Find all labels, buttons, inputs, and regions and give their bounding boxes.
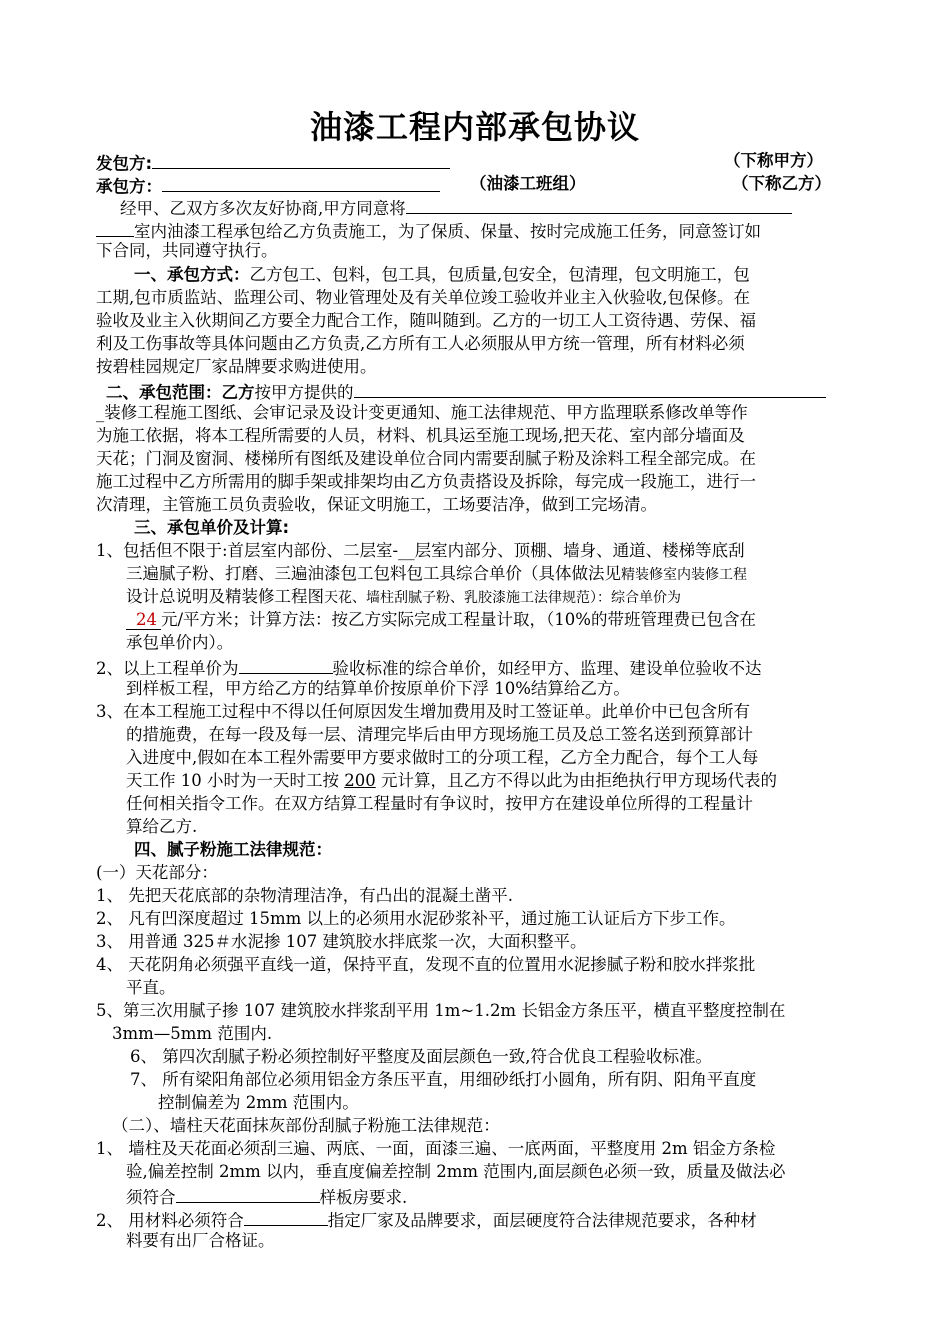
material-standard-blank[interactable] — [244, 1207, 328, 1226]
wall-item-1-text-3a: 须符合 — [126, 1188, 176, 1207]
s3-item1-text-5: 承包单价内）。 — [126, 633, 234, 652]
s1-text-5: 按碧桂园规定厂家品牌要求购进使用。 — [96, 357, 377, 376]
s3-item3-text-5: 任何相关指令工作。在双方结算工程量时有争议时，按甲方在建设单位所得的工程量计 — [126, 794, 753, 813]
s3-item2-text-1b: 验收标准的综合单价，如经甲方、监理、建设单位验收不达 — [332, 659, 762, 678]
party-a-blank[interactable] — [152, 150, 450, 169]
s3-item1-text-3b: 天花、墙柱刮腻子粉、乳胶漆施工法律规范）：综合单价为 — [324, 590, 681, 606]
intro-line-1 — [120, 195, 792, 220]
wall-item-1-text-3b: 样板房要求. — [319, 1188, 408, 1207]
s3-item1-text-2a: 三遍腻子粉、打磨、三遍油漆包工包料包工具综合单价（具体做法见 — [126, 564, 621, 583]
ceiling-item-4-line-1: 4、 天花阴角必须强平直线一道，保持平直，发现不直的位置用水泥掺腻子粉和胶水拌浆批 — [96, 955, 756, 974]
ceiling-item-2: 2、 凡有凹深度超过 15mm 以上的必须用水泥砂浆补平，通过施工认证后方下步工作。 — [96, 909, 736, 928]
s2-text-4: 天花；门洞及窗洞、楼梯所有图纸及建设单位合同内需要刮腻子粉及涂料工程全部完成。在 — [96, 449, 756, 468]
s2-heading-tail: 乙方 — [221, 383, 255, 402]
s4-sub1-heading: (一）天花部分： — [96, 863, 218, 882]
ceiling-item-5-line-1: 5、第三次用腻子掺 107 建筑胶水拌浆刮平用 1m~1.2m 长铝金方条压平，横直平整度控制在 — [96, 1001, 786, 1020]
wall-item-1-line-3 — [126, 1184, 407, 1209]
intro-text-2: 室内油漆工程承包给乙方负责施工，为了保质、保量、按时完成施工任务，同意签订如 — [134, 222, 761, 241]
ceiling-item-1: 1、 先把天花底部的杂物清理洁净，有凸出的混凝土凿平. — [96, 886, 513, 905]
s2-line-1 — [106, 379, 826, 404]
s3-item3-text-4b: 元计算，且乙方不得以此为由拒绝执行甲方现场代表的 — [375, 771, 777, 790]
s2-blank[interactable] — [354, 379, 826, 398]
ceiling-item-3: 3、 用普通 325＃水泥掺 107 建筑胶水拌底浆一次，大面积整平。 — [96, 932, 587, 951]
s1-line-1 — [134, 264, 750, 286]
s3-item1-text-4: 元/平方米；计算方法：按乙方实际完成工程量计取，（10%的带班管理费已包含在 — [161, 610, 756, 629]
party-b-label: 承包方： — [96, 177, 162, 196]
s4-sub2-heading: （二）、墙柱天花面抹灰部份刮腻子粉施工法律规范： — [112, 1116, 500, 1135]
party-b-blank[interactable] — [162, 173, 440, 192]
ceiling-item-5-line-2: 3mm—5mm 范围内. — [112, 1024, 273, 1043]
s3-item3-text-6: 算给乙方. — [126, 817, 198, 836]
s2-text-5: 施工过程中乙方所需用的脚手架或排架均由乙方负责搭设及拆除，每完成一段施工，进行一 — [96, 472, 756, 491]
ceiling-item-7-line-2: 控制偏差为 2mm 范围内。 — [158, 1093, 359, 1112]
s1-text-4: 利及工伤事故等具体问题由乙方负责,乙方所有工人必须服从甲方统一管理，所有材料必须 — [96, 334, 745, 353]
s3-item1-line-2 — [126, 563, 747, 586]
s3-item2-line-1 — [96, 655, 762, 680]
wall-item-2-text-1b: 指定厂家及品牌要求，面层硬度符合法律规范要求，各种材 — [327, 1211, 757, 1230]
s3-item1-line-4 — [126, 609, 756, 631]
s3-item3-text-1: 3、在本工程施工过程中不得以任何原因发生增加费用及时工签证单。此单价中已包含所有 — [96, 702, 750, 721]
s3-item1-text-3a: 设计总说明及精装修工程图 — [126, 587, 324, 606]
unit-price-value[interactable]: 24 — [126, 610, 161, 630]
party-b-group: （油漆工班组） — [470, 174, 586, 193]
wall-item-2-line-2: 料要有出厂合格证。 — [126, 1231, 275, 1250]
s1-text-2: 工期,包市质监站、监理公司、物业管理处及有关单位竣工验收并业主入伙验收,包保修。在 — [96, 288, 750, 307]
daily-wage-value[interactable]: 200 — [344, 771, 376, 790]
s2-text-3: 为施工依据，将本工程所需要的人员，材料、机具运至施工现场,把天花、室内部分墙面及 — [96, 426, 745, 445]
project-name-blank[interactable] — [406, 195, 792, 214]
s3-item1-text-1: 1、包括但不限于:首层室内部份、二层室-__层室内部分、顶棚、墙身、通道、楼梯等底刮 — [96, 541, 745, 560]
s3-item1-line-3 — [126, 586, 681, 609]
ceiling-item-6: 6、 第四次刮腻子粉必须控制好平整度及面层颜色一致,符合优良工程验收标准。 — [130, 1047, 712, 1066]
party-a-label: 发包方: — [96, 154, 153, 173]
s3-item3-text-4a: 天工作 10 小时为一天时工按 — [126, 771, 345, 790]
s2-heading: 二、承包范围： — [106, 383, 222, 402]
s3-item2-text-2: 到样板工程，甲方给乙方的结算单价按原单价下浮 10%结算给乙方。 — [126, 679, 630, 698]
wall-item-2-line-1 — [96, 1207, 757, 1232]
s2-text-1: 按甲方提供的 — [254, 383, 354, 402]
party-b-note: （下称乙方） — [732, 174, 831, 193]
s3-heading: 三、承包单价及计算: — [134, 518, 290, 537]
intro-blank-2[interactable] — [96, 218, 134, 237]
party-a-line — [96, 150, 450, 175]
intro-text-1: 经甲、乙双方多次友好协商,甲方同意将 — [120, 199, 406, 218]
s3-item1-text-2b: 精装修室内装修工程 — [621, 567, 747, 583]
acceptance-standard-blank[interactable] — [239, 655, 333, 674]
wall-item-1-line-1: 1、 墙柱及天花面必须刮三遍、两底、一面，面漆三遍、一底两面，平整度用 2m 铝金方条检 — [96, 1139, 776, 1158]
s2-text-6: 次清理，主管施工员负责验收，保证文明施工，工场要洁净，做到工完场清。 — [96, 495, 657, 514]
ceiling-item-4-line-2: 平直。 — [126, 978, 176, 997]
wall-item-2-text-1a: 2、 用材料必须符合 — [96, 1211, 244, 1230]
s1-text-3: 验收及业主入伙期间乙方要全力配合工作，随叫随到。乙方的一切工人工资待遇、劳保、福 — [96, 311, 756, 330]
wall-item-1-line-2: 验,偏差控制 2mm 以内，垂直度偏差控制 2mm 范围内,面层颜色必须一致，质量及做法必 — [126, 1162, 786, 1181]
document-title: 油漆工程内部承包协议 — [309, 108, 640, 146]
sample-room-blank[interactable] — [176, 1184, 320, 1203]
s3-item3-line-4 — [126, 770, 777, 792]
s3-item3-text-2: 的措施费，在每一段及每一层、清理完毕后由甲方现场施工员及总工签名送到预算部计 — [126, 725, 753, 744]
s2-text-2: _装修工程施工图纸、会审记录及设计变更通知、施工法律规范、甲方监理联系修改单等作 — [96, 403, 748, 422]
party-a-note: （下称甲方） — [724, 151, 823, 170]
s1-text-1: 乙方包工、包料，包工具，包质量,包安全，包清理，包文明施工，包 — [249, 265, 750, 284]
s4-heading: 四、腻子粉施工法律规范： — [134, 840, 332, 859]
s3-item2-text-1a: 2、以上工程单价为 — [96, 659, 239, 678]
ceiling-item-7-line-1: 7、 所有梁阳角部位必须用铝金方条压平直，用细砂纸打小圆角，所有阴、阳角平直度 — [130, 1070, 757, 1089]
intro-text-3: 下合同，共同遵守执行。 — [96, 241, 278, 260]
s1-heading: 一、承包方式： — [134, 265, 250, 284]
s3-item3-text-3: 入进度中,假如在本工程外需要甲方要求做时工的分项工程，乙方全力配合，每个工人每 — [126, 748, 759, 767]
